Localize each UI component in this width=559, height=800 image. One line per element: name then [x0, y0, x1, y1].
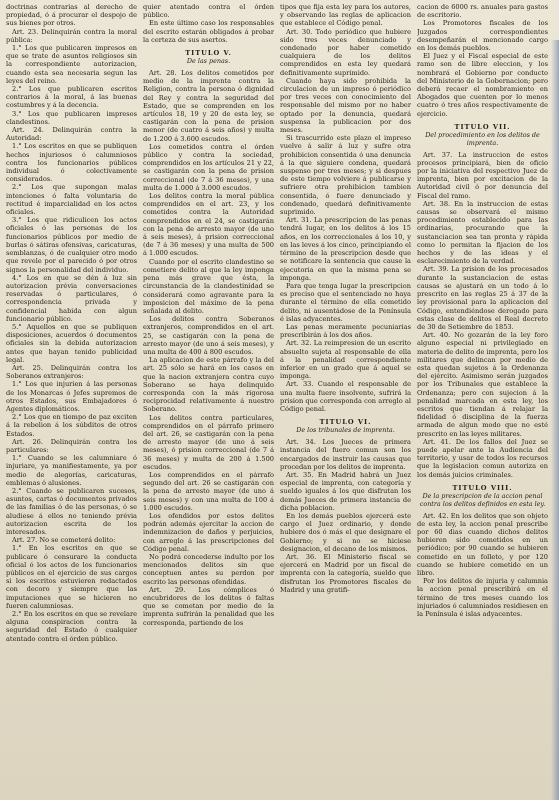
section-title: TITULO VIII. [452, 483, 513, 492]
paragraph: 2.° En los escritos en que se revelare alguna conspiracion contra la seguridad del Estado ó cualquier atentado contra el órden público. [6, 610, 137, 643]
paragraph: Art. 39. La prision de los procesados durante la sustanciacion de estas causas se ajustará en un todo á lo prescrito en las reglas 25 á 37 de la ley provisional para la aplicacion del Código, entendiéndose derogado para estas clase de delitos el Real decreto de 30 de Setiembre de 1853. [417, 265, 548, 331]
section-subtitle: De las penas. [186, 57, 231, 66]
paragraph: Art. 42. En los delitos que son objeto de esta ley, la accion penal prescribe por 60 dias cuando dichos delitos hubieren sido cometidos en un periódico; por 90 cuando se hubieren cometido en un folleto, y por 120 cuando se hubiere cometido en un libro. [417, 511, 548, 577]
paragraph: Los cometidos contra el órden público y contra la sociedad, comprendidos en los artículos 21 y 22, se castigarán con la pena de prision correccional (de 7 á 36 meses), y una multa de 1.000 á 3.000 escudos. [143, 142, 274, 192]
paragraph: 2.° Los que en tiempo de paz exciten á la rebelion á los súbditos de otros Estados. [6, 413, 137, 438]
paragraph: quier atentado contra el órden público. [143, 3, 274, 20]
paragraph: Art. 35. En Madrid habrá un Juez especial de imprenta, con categoría y sueldo iguales á los que disfrutan los demás Jueces de primera instancia de dicha poblacion. [280, 470, 411, 512]
paragraph: Los ofendidos por estos delitos podrán además ejercitar la accion de indemnizacion de daños y perjuicios, con arreglo á las prescripciones del Código penal. [143, 511, 274, 553]
paragraph: En este último caso los responsables del escrito estarán obligados á probar la certeza de sus asertos. [143, 19, 274, 44]
section-title: TITULO VII. [454, 122, 511, 131]
paragraph: Art. 31. La prescripcion de las penas tendrá lugar, en los delitos á los 15 años, en los correccionales á los 10, y en las leves á los cinco, principiando el término de la prescripcion desde que se notificare la sentencia que cause la ejecutoria en que la misma pena se imponga. [280, 216, 411, 282]
paragraph: Art. 27. No se cometerá delito: [12, 536, 116, 545]
paragraph: Art. 34. Los Jueces de primera instancia del fuero comun son los encargados de instruir las causas que procedan por los delitos de imprenta. [280, 438, 411, 471]
section-title: TITULO V. [185, 49, 232, 58]
paragraph: Art. 32. La reimpresion de un escrito absuelto sujeta al responsable de ella á la penalidad correspondiente inferior en un grado que á aquel se imponga. [280, 339, 411, 381]
paragraph: 1.° Los que publicaren impresos en que se trate de asuntos religiosos sin la correspondiente autorizacion, cuando esta sea necesaria segun las leyes del reino. [6, 44, 137, 85]
paragraph: Los comprendidos en el párrafo segundo del art. 26 se castigarán con la pena de arresto mayor (de uno á seis meses) y con una multa de 100 á 1.000 escudos. [143, 470, 274, 512]
paragraph: 1.° Los escritos en que se publiquen hechos injuriosos ó calumniosos contra los funcionarios públicos individual ó colectivamente considerados. [6, 142, 137, 184]
paragraph: Las penas meramente pecuniarias prescribirán á los dos años. [280, 322, 411, 340]
paragraph: Los Promotores fiscales de los Juzgados correspondientes desempeñarán el mencionado cargo en los demás pueblos. [417, 19, 548, 53]
text-columns [6, 3, 549, 797]
paragraph: Art. 36. El Ministerio fiscal se ejercerá en Madrid por un fiscal de imprenta con la categoría, sueldo que disfrutan los Promotores fiscales de Madrid y una gratifi- [280, 553, 411, 594]
paragraph: doctrinas contrarias al derecho de propiedad, ó á procurar el despojo de sus bienes por otros. [6, 3, 137, 28]
paragraph: 4.° Los en que se dén á luz sin autorizacion prévia conversaciones reservadas ó particulares, ó correspondencia privada y confidencial habida con algun funcionario público. [6, 273, 137, 323]
paragraph: 3.° Los que publicaren impresos clandestinos. [6, 109, 137, 126]
paragraph: Art. 41. De los fallos del Juez se puede apelar ante la Audiencia del territorio, y usar de todos los recursos que la legislacion comun autoriza en los demás juicios criminales. [417, 437, 548, 479]
paragraph: Si trascurrido este plazo el impreso vuelve á salir á luz y sufre otra prohibicion consentida ó una denuncia á la que siguiere condena, quedará suspenso por tres meses; y si despues de este tiempo volviere á publicarse y sufriere otra prohibicion tambien consentida, ó fuere denunciado y condenado, quedará definitivamente suprimido. [280, 134, 411, 217]
paragraph: La aplicacion de este párrafo y la del art. 25 sólo se hará en los casos en que la nacion extranjera contra cuyo Soberano se haya delinquido corresponda con la más rigorosa reciprocidad relativamente á nuestro Soberano. [143, 356, 274, 414]
column-2 [143, 3, 274, 797]
paragraph: Art. 28. Los delitos cometidos por medio de la imprenta contra la Religion, contra la persona ó dignidad del Rey y contra la seguridad del Estado, que se comprenden en los artículos 18, 19 y 20 de esta ley, se castigarán con la pena de prision menor (de cuatro á seis años) y multa de 1.200 á 3.600 escudos. [143, 69, 274, 143]
paragraph: 1.° Los que injurien á las personas de los Monarcas ó Jefes supremos de otros Estados, sus Embajadores ó Agentes diplomáticos. [6, 380, 137, 413]
paragraph: 2.° Los que publicaren escritos contrarios á la moral, á las buenas costumbres y á la decencia. [6, 85, 137, 110]
paragraph: Para que tenga lugar la prescripcion es preciso que el sentenciado no haya durante el término de ella cometido delito, ni ausentádose de la Península é islas adyacentes. [280, 281, 411, 323]
column-3 [280, 3, 411, 797]
paragraph: El Juez y el Fiscal especial de este ramo son de libre eleccion, y los nombrará el Gobierno por conducto del Ministerio de la Gobernacion; pero deberá recaer el nombramiento en Abogados que cuenten por lo menos cuatro ó tres años respectivamente de ejercicio. [417, 52, 548, 118]
column-4 [417, 3, 548, 797]
paragraph: Art. 24. Delinquirán contra la Autoridad: [6, 126, 137, 143]
paragraph: Art. 40. No gozarán de la ley foro alguno especial ni privilegiado en materia de delito de imprenta, pero los militares que delincan por medio de esta quedan sujetos á la Ordenanza del ejército. Asimismo serán juzgados por los Tribunales que establece la Ordenanza; pero con sujecion á la penalidad marcada en esta ley, los escritos que tiendan á relajar la fidelidad ó disciplina de la fuerza armada de algun modo que no esté prescrito en las leyes militares. [417, 331, 548, 438]
paragraph: 3.° Los que ridiculicen los actos oficiales ó las personas de los funcionarios públicos por medio de burlas ó sátiras ofensivas, caricaturas, semblanzas, ó de cualquier otro modo que revele por el parecido ó por otros signos la personalidad del individuo. [6, 216, 137, 274]
paragraph: 1.° Cuando se les calumniare ó injuriare, ya manifiestamente, ya por medio de alegorías, caricaturas, emblemas ó alusiones. [6, 454, 137, 487]
column-1 [6, 3, 137, 797]
paragraph: 5.° Aquellos en que se publiquen disposiciones, acuerdos ó documentos oficiales sin la debida autorizacion antes que hayan tenido publicidad legal. [6, 322, 137, 364]
paragraph: cacion de 6000 rs. anuales para gastos de escritorio. [417, 3, 548, 20]
paragraph: No podrá concederse indulto por los mencionados delitos sin que conceptuen antes su perdon por escrito las personas ofendidas. [143, 553, 274, 586]
section-subtitle: De los tribunales de imprenta. [296, 426, 395, 435]
paragraph: Cuando por el escrito clandestino se cometiere delito al que la ley imponga pena más grave que ésta, la circunstancia de la clandestinidad se considerará como agravante para la imposicion del máximo de la pena señalada al delito. [143, 257, 274, 315]
paragraph: Por los delitos de injuria y calumnia la accion penal prescribirá en el término de tres meses cuando los injuriados ó calumniados residiesen en la Península é islas adyacentes. [417, 577, 548, 618]
paragraph: En los demás pueblos ejercerá este cargo el Juez ordinario, y donde hubiere dos ó más el que designare el Gobierno; y si no se hiciese designacion, el decano de los mismos. [280, 511, 411, 553]
paragraph: Art. 29. Los cómplices ó encubridores de los delitos ó faltas que se cometan por medio de la imprenta sufrirán la penalidad que les corresponda, partiendo de los [143, 585, 274, 627]
paragraph: Art. 23. Delinquirán contra la moral pública: [6, 27, 137, 44]
paragraph: Art. 26. Delinquirán contra los particulares: [6, 437, 137, 454]
section-subtitle: Del procedimiento en los delitos de imprenta. [425, 131, 540, 147]
paragraph: Cuando haya sido prohibida la circulacion de un impreso ó periódico por tres veces con conocimiento del responsable del mismo por no haber optado por la denuncia, quedará suspensa la publicacion por dos meses. [280, 76, 411, 135]
paragraph: Los delitos contra particulares, comprendidos en el párrafo primero del art. 26, se castigarán con la pena de arresto mayor (de uno á seis meses), ó prision correccional (de 7 á 36 meses) y multa de 200 á 1.500 escudos. [143, 413, 274, 471]
paragraph: 2.° Cuando se publicaren sucesos, asuntos, cartas ó documentos privados de las familias ó de las personas, ó se aludiese á ellos no teniendo prévia autorizacion escrita de los interesados. [6, 486, 137, 536]
paragraph: 1.° En los escritos en que se publicare ó censurare la conducta oficial ó los actos de los funcionarios públicos en el ejercicio de sus cargos si los escritos estuvieren redactados con decoro y siempre que las imputaciones que se hicieren no fueren calumniosas. [6, 544, 137, 610]
paragraph: Los delitos contra la moral pública comprendidos en el art. 23, y los cometidos contra la Autoridad comprendidos en el 24, se castigarán con la pena de arresto mayor (de uno á seis meses), á prision correccional (de 7 á 36 meses) y una multa de 500 á 1.000 escudos. [143, 192, 274, 258]
paragraph: Los delitos contra Soberanos extranjeros, comprendidos en el art. 25, se castigarán con la pena de arresto mayor (de uno á seis meses), y una multa de 400 á 800 escudos. [143, 315, 274, 356]
paragraph: Art. 33. Cuando el responsable de una multa fuere insolvente, sufrirá la prision que corresponda con arreglo al Código penal. [280, 380, 411, 413]
paragraph: Art. 25. Delinquirán contra los Soberanos extranjeros: [6, 363, 137, 381]
paragraph: Art. 30. Todo periódico que hubiere sido tres veces denunciado y condenado por haber cometido cualquiera de los delitos comprendidos en esta ley quedará definitivamente suprimido. [280, 27, 411, 77]
paragraph: 2.° Los que supongan malas intenciones ó falta voluntaria de rectitud é imparcialidad en los actos oficiales. [6, 183, 137, 217]
section-title: TITULO VI. [319, 418, 372, 427]
section-subtitle: De la prescripcion de la accion penal contra los delitos definidos en esta ley. [419, 491, 546, 508]
paragraph: Art. 37. La instruccion de estos procesos principiará, bien de oficio por la iniciativa del respectivo Juez de imprenta, bien por excitacion de la Autoridad civil ó por denuncia del Fiscal del ramo. [417, 150, 548, 200]
paragraph: tipos que fija esta ley para los autores, y observando las reglas de aplicacion que establece el Código penal. [280, 3, 411, 28]
paper-edge-stain [551, 40, 559, 800]
paragraph: Art. 38. En la instruccion de estas causas se observará el mismo procedimiento establecido para las ordinarias, procurando que la sustanciacion sea tan pronta y rápida como lo permitan la fijacion de los hechos y de las ideas y el esclarecimiento de la verdad. [417, 199, 548, 266]
